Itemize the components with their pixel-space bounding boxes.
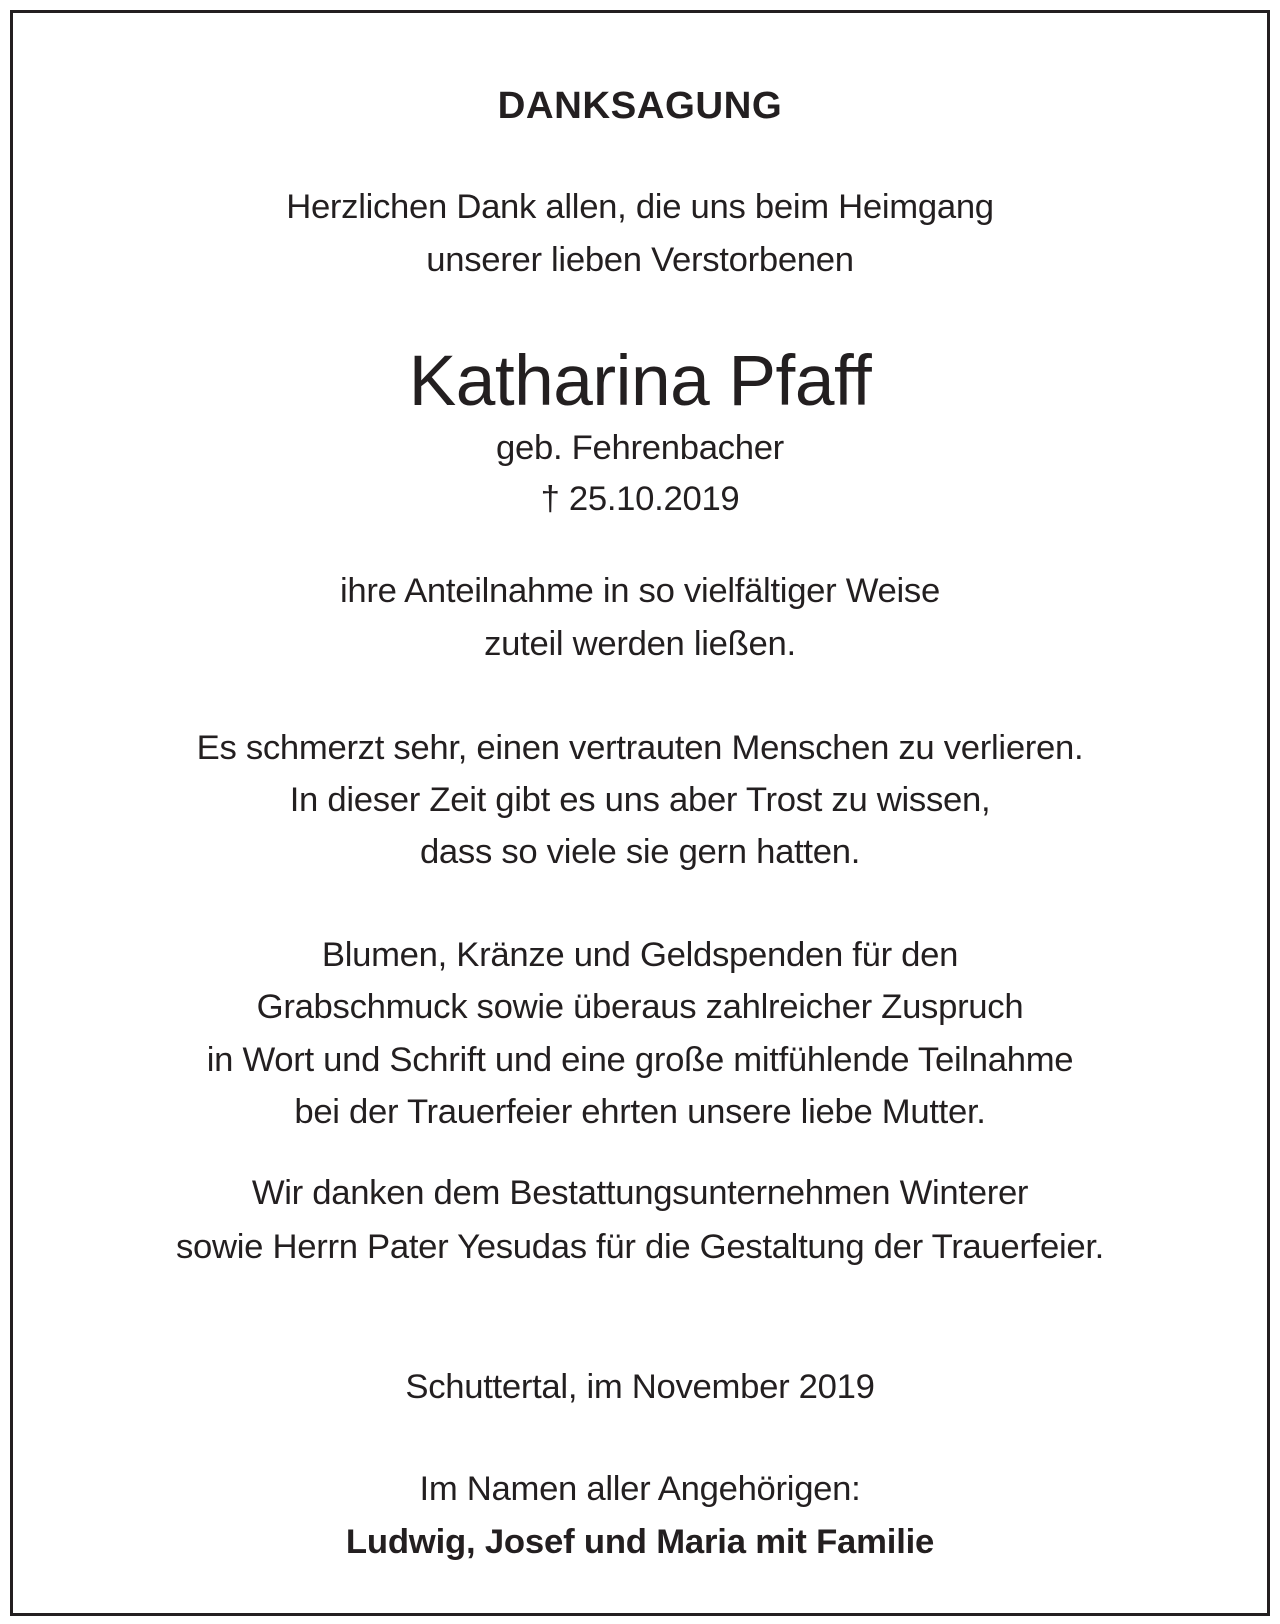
- deceased-name: Katharina Pfaff: [408, 341, 872, 421]
- paragraph2-line-1: Es schmerzt sehr, einen vertrauten Menschen zu verlieren.: [196, 729, 1084, 767]
- intro-line-2: unserer lieben Verstorbenen: [426, 241, 854, 279]
- intro-line-1: Herzlichen Dank allen, die uns beim Heimgang: [286, 188, 994, 226]
- paragraph2-line-3: dass so viele sie gern hatten.: [419, 833, 861, 871]
- notice-heading: DANKSAGUNG: [497, 84, 783, 127]
- paragraph1-line-1: ihre Anteilnahme in so vielfältiger Weise: [340, 572, 940, 610]
- paragraph3-line-2: Grabschmuck sowie überaus zahlreicher Zuspruch: [256, 988, 1024, 1026]
- signature: Ludwig, Josef und Maria mit Familie: [345, 1523, 935, 1561]
- paragraph4-line-2: sowie Herrn Pater Yesudas für die Gestaltung der Trauerfeier.: [176, 1228, 1104, 1266]
- paragraph3-line-1: Blumen, Kränze und Geldspenden für den: [321, 936, 959, 974]
- paragraph1-line-2: zuteil werden ließen.: [484, 625, 796, 663]
- paragraph2-line-2: In dieser Zeit gibt es uns aber Trost zu wissen,: [289, 781, 991, 819]
- paragraph4-line-1: Wir danken dem Bestattungsunternehmen Winterer: [251, 1174, 1029, 1212]
- paragraph3-line-3: in Wort und Schrift und eine große mitfühlende Teilnahme: [206, 1041, 1074, 1079]
- signature-intro: Im Namen aller Angehörigen:: [419, 1470, 861, 1508]
- deceased-birth-name: geb. Fehrenbacher: [496, 429, 784, 467]
- paragraph3-line-4: bei der Trauerfeier ehrten unsere liebe Mutter.: [294, 1093, 986, 1131]
- deceased-death-date: † 25.10.2019: [540, 480, 740, 518]
- place-date: Schuttertal, im November 2019: [405, 1368, 875, 1406]
